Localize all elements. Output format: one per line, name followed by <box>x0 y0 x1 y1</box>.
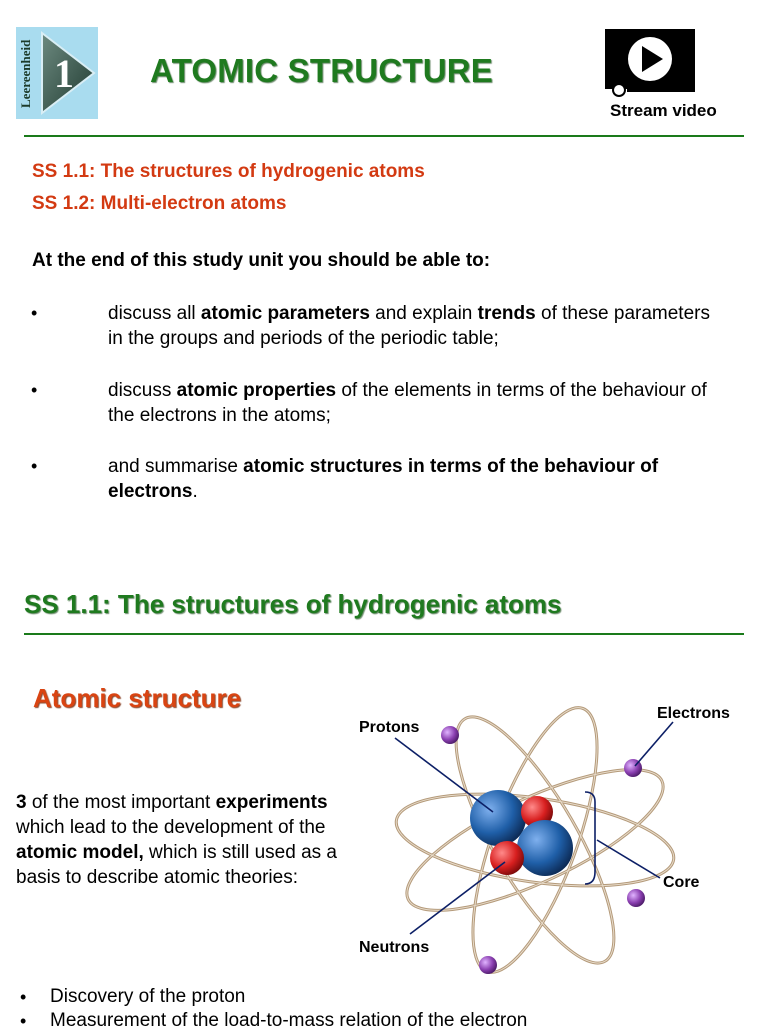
atom-diagram <box>355 690 755 990</box>
neutrons-pointer <box>410 862 505 934</box>
electron-ball <box>441 726 459 744</box>
protons-label: Protons <box>359 719 420 736</box>
intro-paragraph <box>16 790 372 890</box>
protons-pointer <box>395 738 493 812</box>
stream-video-button[interactable] <box>603 27 733 127</box>
experiment-item: Measurement of the load-to-mass relation of the electron <box>50 1010 528 1031</box>
electron-ball <box>479 956 497 974</box>
page-title: ATOMIC STRUCTURE <box>150 52 493 89</box>
text-run: atomic model, <box>16 842 144 863</box>
stream-video-label: Stream video <box>610 101 717 120</box>
electrons-pointer <box>635 722 673 766</box>
divider-top <box>24 135 744 137</box>
neutron-ball <box>517 820 573 876</box>
text-run: atomic structures in terms of the behaviour of electrons <box>108 456 659 502</box>
text-run: trends <box>477 303 536 324</box>
divider-section <box>24 633 744 635</box>
study-unit-badge <box>16 27 98 119</box>
badge-number: 1 <box>54 51 74 96</box>
text-run: discuss <box>108 380 177 401</box>
text-run: of the elements in terms of the behaviour of the electrons in the atoms; <box>108 380 707 426</box>
bullet-icon: • <box>31 456 38 476</box>
electrons-label: Electrons <box>657 705 730 722</box>
electron-ball <box>627 889 645 907</box>
contents-item-ss12[interactable]: SS 1.2: Multi-electron atoms <box>32 193 287 214</box>
text-run: atomic properties <box>176 380 337 401</box>
objective-item <box>108 454 728 504</box>
text-run: and explain <box>369 303 478 324</box>
core-label: Core <box>663 874 700 891</box>
bullet-icon: • <box>20 1011 27 1031</box>
bullet-icon: • <box>31 303 38 323</box>
neutrons-label: Neutrons <box>359 939 430 956</box>
bullet-icon: • <box>20 987 27 1007</box>
text-run: atomic parameters <box>200 303 370 324</box>
sub-heading: Atomic structure <box>33 683 242 713</box>
contents-item-ss11[interactable]: SS 1.1: The structures of hydrogenic atoms <box>32 161 425 182</box>
badge-label: Leereenheid <box>18 39 33 109</box>
objective-item <box>108 301 728 351</box>
neutron-ball <box>470 790 526 846</box>
text-run: which is still used as a basis to describe atomic theories: <box>16 842 337 888</box>
play-triangle-icon <box>36 27 98 119</box>
video-play-icon <box>603 27 697 99</box>
text-run: experiments <box>215 792 328 813</box>
text-run: of these parameters in the groups and periods of the periodic table; <box>108 303 710 349</box>
objectives-lead: At the end of this study unit you should be able to: <box>32 250 491 271</box>
experiment-item: Discovery of the proton <box>50 986 246 1007</box>
core-pointer <box>597 840 660 878</box>
text-run: and summarise <box>108 456 244 477</box>
objective-item <box>108 378 728 428</box>
bullet-icon: • <box>31 380 38 400</box>
text-run: discuss all <box>108 303 201 324</box>
text-run: of the most important <box>26 792 216 813</box>
text-run: which lead to the development of the <box>16 817 326 838</box>
section-heading: SS 1.1: The structures of hydrogenic atoms <box>24 589 562 619</box>
text-run: . <box>192 481 198 502</box>
text-run: 3 <box>16 792 27 813</box>
